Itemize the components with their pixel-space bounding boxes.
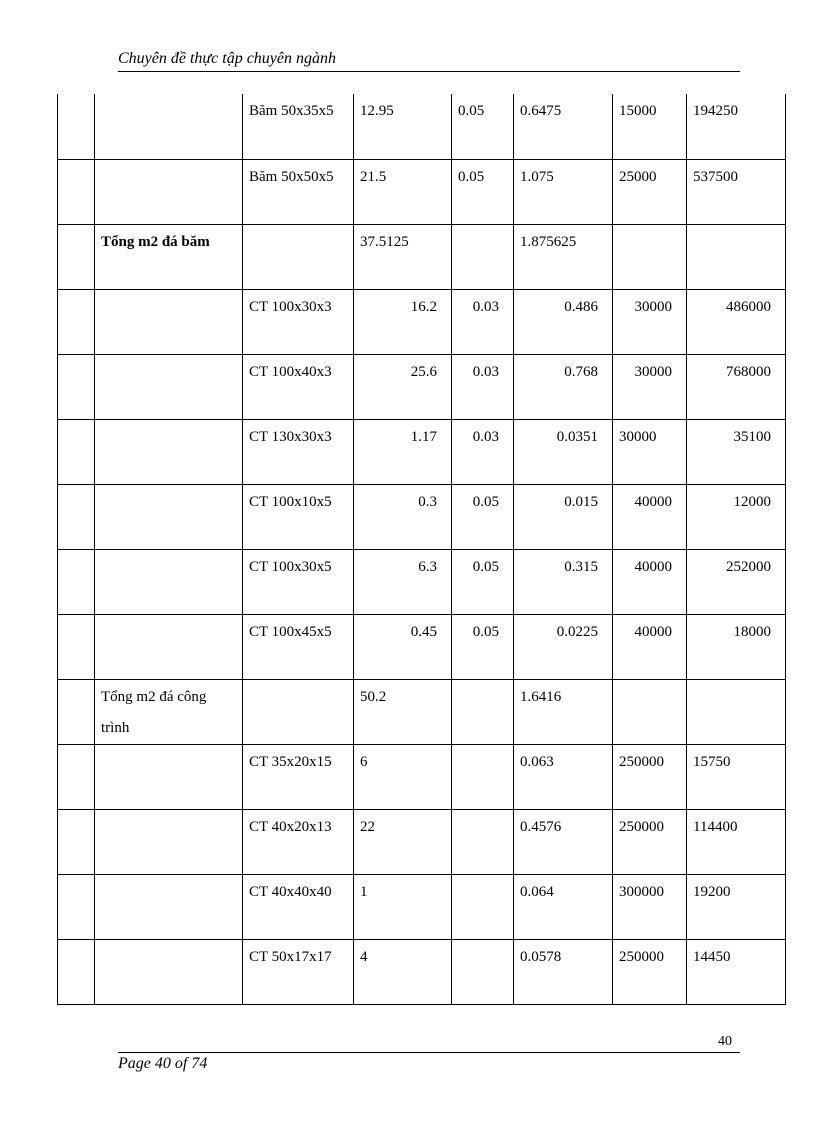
table-cell: CT 100x40x3	[243, 354, 354, 419]
table-cell: 18000	[687, 614, 786, 679]
table-cell	[95, 354, 243, 419]
table-cell: 22	[354, 809, 452, 874]
table-cell	[58, 289, 95, 354]
table-cell: CT 40x40x40	[243, 874, 354, 939]
table-cell: 0.0225	[514, 614, 613, 679]
page-number: 40	[718, 1034, 732, 1049]
table-cell: 0.768	[514, 354, 613, 419]
table-cell	[95, 874, 243, 939]
table-cell: 21.5	[354, 159, 452, 224]
table-cell	[58, 159, 95, 224]
subtotal-label: Tổng m2 đá băm	[95, 224, 243, 289]
table-cell	[95, 289, 243, 354]
table-cell: 4	[354, 939, 452, 1004]
table-cell: 1.6416	[514, 679, 613, 744]
table-cell	[687, 224, 786, 289]
table-cell: CT 100x10x5	[243, 484, 354, 549]
table-row	[58, 224, 786, 289]
table-cell: CT 100x45x5	[243, 614, 354, 679]
table-cell: 0.05	[452, 94, 514, 159]
table-cell: 0.05	[452, 549, 514, 614]
data-table	[57, 94, 786, 1005]
table-cell	[452, 679, 514, 744]
table-cell	[58, 419, 95, 484]
table-row	[58, 939, 786, 1004]
table-cell	[58, 874, 95, 939]
table-cell: 25000	[613, 159, 687, 224]
table-cell: 40000	[613, 614, 687, 679]
table-cell	[58, 224, 95, 289]
table-cell	[452, 224, 514, 289]
table-cell: 114400	[687, 809, 786, 874]
table-row	[58, 549, 786, 614]
table-cell: 14450	[687, 939, 786, 1004]
table-cell: 30000	[613, 289, 687, 354]
table-cell	[58, 354, 95, 419]
table-row	[58, 744, 786, 809]
table-cell	[58, 614, 95, 679]
table-cell	[58, 679, 95, 744]
table-cell: 250000	[613, 809, 687, 874]
table-cell: 250000	[613, 744, 687, 809]
table-cell: 25.6	[354, 354, 452, 419]
table-cell: 6.3	[354, 549, 452, 614]
table-cell: 0.6475	[514, 94, 613, 159]
table-cell	[58, 744, 95, 809]
running-header: Chuyên đề thực tập chuyên ngành	[118, 50, 336, 67]
table-cell	[243, 679, 354, 744]
table-row	[58, 159, 786, 224]
table-cell: 12.95	[354, 94, 452, 159]
table-cell: CT 35x20x15	[243, 744, 354, 809]
subtotal-label: Tổng m2 đá công trình	[95, 679, 243, 744]
table-cell	[58, 94, 95, 159]
table-cell: 0.45	[354, 614, 452, 679]
table-cell: 0.03	[452, 419, 514, 484]
table-cell: 16.2	[354, 289, 452, 354]
table-cell: 0.03	[452, 354, 514, 419]
table-cell: 19200	[687, 874, 786, 939]
table-cell	[613, 679, 687, 744]
table-cell: CT 40x20x13	[243, 809, 354, 874]
table-cell: CT 130x30x3	[243, 419, 354, 484]
footer-rule	[118, 1052, 740, 1053]
table-cell: 1.17	[354, 419, 452, 484]
table-cell: 194250	[687, 94, 786, 159]
table-cell: 252000	[687, 549, 786, 614]
table-cell: 30000	[613, 354, 687, 419]
table-cell	[95, 484, 243, 549]
table-cell: 15000	[613, 94, 687, 159]
table-cell: 12000	[687, 484, 786, 549]
table-cell: 0.05	[452, 614, 514, 679]
table-cell: 0.3	[354, 484, 452, 549]
table-cell: 300000	[613, 874, 687, 939]
table-row	[58, 354, 786, 419]
table-cell: CT 100x30x3	[243, 289, 354, 354]
table-cell: 1	[354, 874, 452, 939]
table-cell: 0.486	[514, 289, 613, 354]
table-cell	[95, 744, 243, 809]
table-cell: Băm 50x35x5	[243, 94, 354, 159]
table-cell	[95, 419, 243, 484]
table-cell	[95, 939, 243, 1004]
table-cell	[613, 224, 687, 289]
table-cell	[95, 549, 243, 614]
table-cell: 0.0351	[514, 419, 613, 484]
header-rule	[118, 71, 740, 72]
table-cell: 15750	[687, 744, 786, 809]
table-cell	[58, 549, 95, 614]
table-cell: CT 100x30x5	[243, 549, 354, 614]
table-cell	[58, 484, 95, 549]
table-cell: 0.0578	[514, 939, 613, 1004]
table-cell	[95, 809, 243, 874]
table-cell: 1.875625	[514, 224, 613, 289]
table-cell: 50.2	[354, 679, 452, 744]
table-cell: 0.05	[452, 484, 514, 549]
table-cell: 40000	[613, 484, 687, 549]
table-cell: 0.063	[514, 744, 613, 809]
table-cell: 0.315	[514, 549, 613, 614]
table-row	[58, 94, 786, 159]
table-row	[58, 614, 786, 679]
table-cell: 35100	[687, 419, 786, 484]
table-cell	[452, 874, 514, 939]
table-cell: Băm 50x50x5	[243, 159, 354, 224]
table-row	[58, 289, 786, 354]
table-cell	[452, 744, 514, 809]
table-cell: 1.075	[514, 159, 613, 224]
table-cell: 6	[354, 744, 452, 809]
table-cell	[243, 224, 354, 289]
table-cell: 0.4576	[514, 809, 613, 874]
table-row	[58, 809, 786, 874]
table-cell: CT 50x17x17	[243, 939, 354, 1004]
table-row	[58, 484, 786, 549]
table-cell: 0.064	[514, 874, 613, 939]
page-count-label: Page 40 of 74	[118, 1055, 208, 1072]
table-row	[58, 874, 786, 939]
table-cell: 537500	[687, 159, 786, 224]
table-cell: 37.5125	[354, 224, 452, 289]
table-cell	[452, 809, 514, 874]
table-cell	[95, 159, 243, 224]
table-row	[58, 679, 786, 744]
table-cell	[95, 614, 243, 679]
table-cell	[58, 809, 95, 874]
table-cell	[58, 939, 95, 1004]
table-cell: 0.05	[452, 159, 514, 224]
table-cell	[95, 94, 243, 159]
table-cell: 0.03	[452, 289, 514, 354]
table-cell: 250000	[613, 939, 687, 1004]
table-cell: 40000	[613, 549, 687, 614]
table-cell: 486000	[687, 289, 786, 354]
table-row	[58, 419, 786, 484]
table-cell: 30000	[613, 419, 687, 484]
table-cell: 768000	[687, 354, 786, 419]
table-cell	[452, 939, 514, 1004]
table-cell: 0.015	[514, 484, 613, 549]
table-cell	[687, 679, 786, 744]
